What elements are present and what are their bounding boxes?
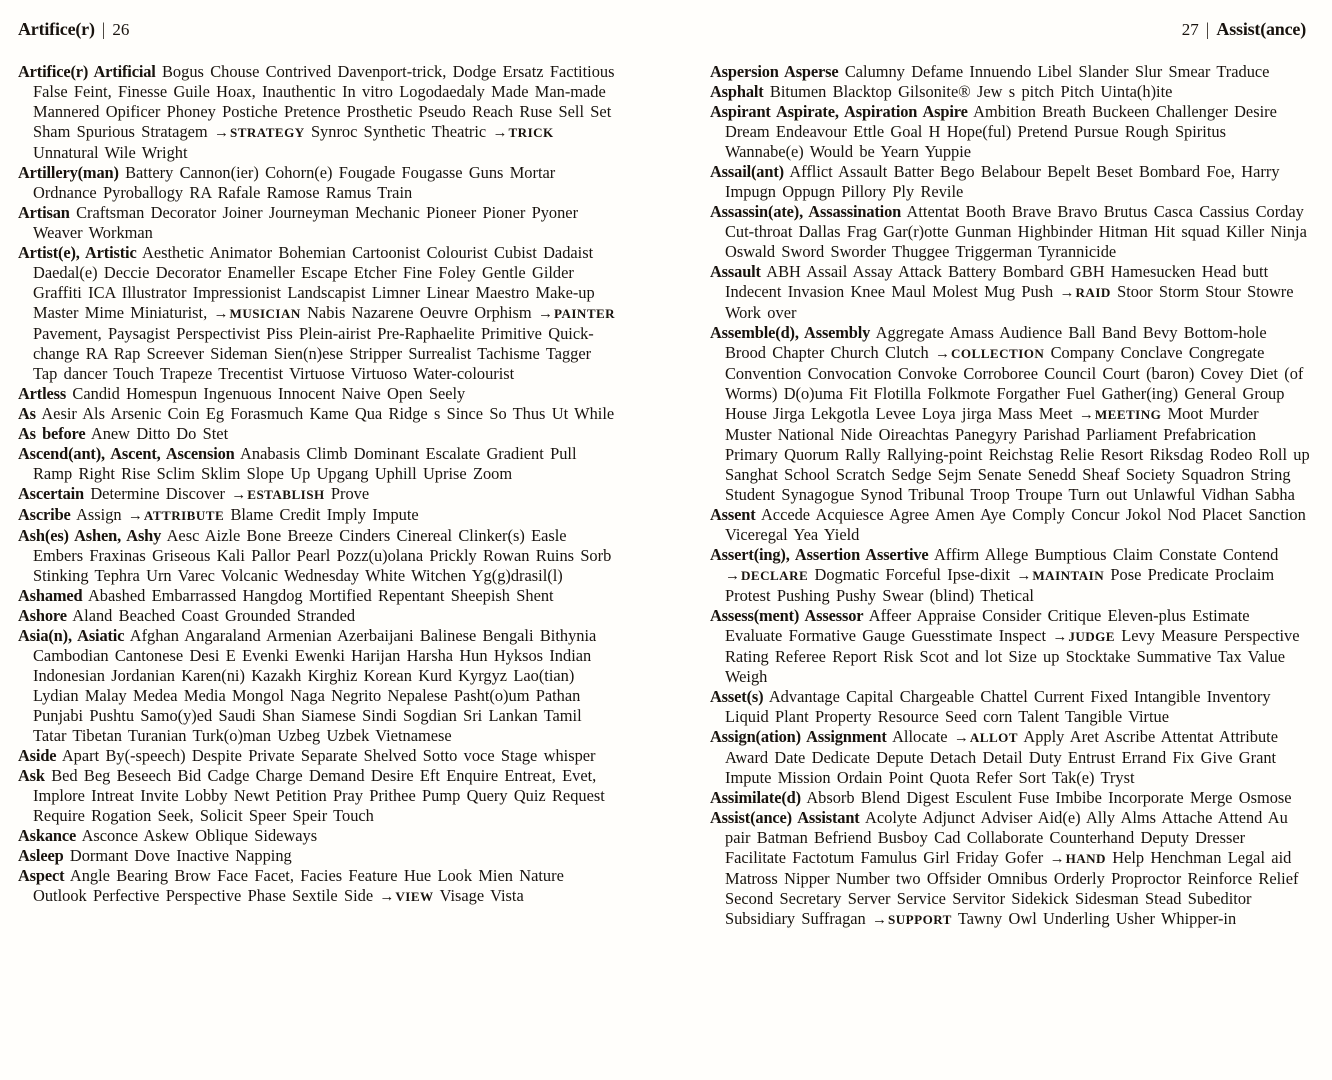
dictionary-entry: Assess(ment) Assessor Affeer Appraise Consider Critique Eleven-plus Estimate Evaluate Formative Gauge Guesstimate Inspect →JUDGE Levy Measure Perspective Rating Referee Report Risk Scot and lot Size up Stocktake Summative Tax Value Weigh (710, 606, 1300, 686)
entry-headword: Aside (18, 746, 57, 765)
dictionary-entry: Ascertain Determine Discover →ESTABLISH Prove (18, 484, 370, 503)
dictionary-entry: Assent Accede Acquiesce Agree Amen Aye Comply Concur Jokol Nod Placet Sanction Viceregal Yea Yield (710, 505, 1306, 544)
running-head-left (18, 18, 129, 41)
dictionary-entry: Artisan Craftsman Decorator Joiner Journeyman Mechanic Pioneer Pioner Pyoner Weaver Workman (18, 203, 579, 242)
arrow-right-icon: → (1052, 629, 1068, 645)
dictionary-entry: As before Anew Ditto Do Stet (18, 424, 229, 443)
dictionary-entry: Assemble(d), Assembly Aggregate Amass Audience Ball Band Bevy Bottom-hole Brood Chapter Church Clutch →COLLECTION Company Conclave Congregate Convention Convocation Convoke Corroboree Council Court (baron) Covey Diet (of Worms) D(o)uma Fit Flotilla Folkmote Forgather Fuel Gather(ing) General Group House Jirga Lekgotla Levee Loya jirga Mass Meet →MEETING Moot Murder Muster National Nide Oireachtas Panegyry Parishad Parliament Prefabrication Primary Quorum Rally Rallying-point Reichstag Relie Resort Riksdag Rodeo Roll up Sanghat School Scratch Sedge Sejm Senate Senedd Sheaf Society Squadron String Student Synagogue Synod Tribunal Troop Troupe Turn out Unlawful Vidhan Sabha (710, 323, 1310, 504)
entry-headword: Artillery(man) (18, 163, 119, 182)
dictionary-entry: Ascribe Assign →ATTRIBUTE Blame Credit Imply Impute (18, 505, 419, 524)
dictionary-entry: Artillery(man) Battery Cannon(ier) Cohorn(e) Fougade Fougasse Guns Mortar Ordnance Pyroballogy RA Rafale Ramose Ramus Train (18, 163, 556, 202)
entry-headword: As before (18, 424, 86, 443)
entry-headword: Ascribe (18, 505, 71, 524)
entry-headword: Aspect (18, 866, 65, 885)
page-number-left: 26 (112, 20, 130, 39)
cross-reference (725, 565, 808, 584)
dictionary-entry: Askance Asconce Askew Oblique Sideways (18, 826, 318, 845)
dictionary-entry: Assert(ing), Assertion Assertive Affirm Allege Bumptious Claim Constate Contend →DECLARE Dogmatic Forceful Ipse-dixit →MAINTAIN Pose Predicate Proclaim Protest Pushing Pushy Swear (blind) Thetical (710, 545, 1279, 605)
entry-headword: Assent (710, 505, 756, 524)
cross-reference (379, 886, 433, 905)
dictionary-entry: Assimilate(d) Absorb Blend Digest Esculent Fuse Imbibe Incorporate Merge Osmose (710, 788, 1292, 807)
entry-headword: As (18, 404, 36, 423)
entry-headword: Asleep (18, 846, 64, 865)
dictionary-entry: As Aesir Als Arsenic Coin Eg Forasmuch Kame Qua Ridge s Since So Thus Ut While (18, 404, 615, 423)
dictionary-entry: Aspirant Aspirate, Aspiration Aspire Ambition Breath Buckeen Challenger Desire Dream Endeavour Ettle Goal H Hope(ful) Pretend Pursue Rough Spiritus Wannabe(e) Would be Yearn Yuppie (710, 102, 1277, 161)
entry-headword: Askance (18, 826, 77, 845)
entry-headword: Asia(n), Asiatic (18, 626, 125, 645)
entry-headword: Assemble(d), Assembly (710, 323, 871, 342)
cross-reference-word: DECLARE (741, 568, 809, 583)
cross-reference (231, 484, 324, 503)
cross-reference (214, 122, 305, 141)
arrow-right-icon: → (379, 889, 395, 905)
arrow-right-icon: → (1059, 285, 1075, 301)
cross-reference (538, 303, 615, 322)
cross-reference-word: ALLOT (969, 730, 1018, 745)
page-number-right: 27 (1181, 20, 1199, 39)
entry-headword: Assign(ation) Assignment (710, 727, 887, 746)
arrow-right-icon: → (213, 306, 229, 322)
entry-headword: Ashore (18, 606, 67, 625)
entry-headword: Ascertain (18, 484, 85, 503)
dictionary-entry: Aside Apart By(-speech) Despite Private Separate Shelved Sotto voce Stage whisper (18, 746, 596, 765)
dictionary-entry: Assail(ant) Afflict Assault Batter Bego Belabour Bepelt Beset Bombard Foe, Harry Impugn Oppugn Pillory Ply Revile (710, 162, 1280, 201)
dictionary-entry: Assassin(ate), Assassination Attentat Booth Brave Bravo Brutus Casca Cassius Corday Cut-throat Dallas Frag Gar(r)otte Gunman Highbinder Hitman Hit squad Killer Ninja Oswald Sword Sworder Thuggee Triggerman Tyrannicide (710, 202, 1307, 261)
cross-reference-word: VIEW (395, 889, 434, 904)
entry-headword: Assail(ant) (710, 162, 784, 181)
cross-reference (128, 505, 224, 524)
cross-reference (1079, 404, 1161, 423)
dictionary-entry: Ashore Aland Beached Coast Grounded Stranded (18, 606, 356, 625)
cross-reference-word: HAND (1065, 851, 1106, 866)
cross-reference-word: MUSICIAN (229, 306, 301, 321)
dictionary-entry: Artist(e), Artistic Aesthetic Animator Bohemian Cartoonist Colourist Cubist Dadaist Daedal(e) Deccie Decorator Enameller Escape Etcher Fine Foley Gentle Gilder Graffiti ICA Illustrator Impressionist Landscapist Limner Linear Maestro Make-up Master Mime Miniaturist, →MUSICIAN Nabis Nazarene Oeuvre Orphism →PAINTER Pavement, Paysagist Perspectivist Piss Plein-airist Pre-Raphaelite Primitive Quick-change RA Rap Screever Sideman Sien(n)ese Stripper Surrealist Tachisme Tagger Tap dancer Touch Trapeze Trecentist Virtuose Virtuoso Water-colourist (18, 243, 616, 383)
dictionary-entry: Asleep Dormant Dove Inactive Napping (18, 846, 292, 865)
dictionary-entry: Ashamed Abashed Embarrassed Hangdog Mortified Repentant Sheepish Shent (18, 586, 554, 605)
header-separator-right: | (1205, 19, 1210, 39)
entry-headword: Assimilate(d) (710, 788, 801, 807)
entry-headword: Artisan (18, 203, 70, 222)
arrow-right-icon: → (127, 508, 143, 524)
cross-reference (872, 909, 952, 928)
cross-reference (1052, 626, 1115, 645)
entry-headword: Ascend(ant), Ascent, Ascension (18, 444, 235, 463)
two-column-text-block (0, 41, 1332, 930)
arrow-right-icon: → (1016, 568, 1032, 584)
cross-reference (214, 303, 301, 322)
dictionary-entry: Asphalt Bitumen Blacktop Gilsonite® Jew s pitch Pitch Uinta(h)ite (710, 82, 1173, 101)
arrow-right-icon: → (872, 912, 888, 928)
entry-headword: Artifice(r) Artificial (18, 62, 156, 81)
entry-headword: Asset(s) (710, 687, 764, 706)
arrow-right-icon: → (953, 730, 969, 746)
dictionary-entry: Artless Candid Homespun Ingenuous Innocent Naive Open Seely (18, 384, 466, 403)
page-header (0, 0, 1332, 41)
entry-headword: Ashamed (18, 586, 83, 605)
running-head-right (1182, 18, 1306, 41)
arrow-right-icon: → (935, 346, 951, 362)
dictionary-entry: Ash(es) Ashen, Ashy Aesc Aizle Bone Breeze Cinders Cinereal Clinker(s) Easle Embers Fraxinas Griseous Kali Pallor Pearl Pozz(u)olana Prickly Rowan Ruins Sorb Stinking Tephra Urn Varec Volcanic Wednesday White Witchen Yg(g)drasil(l) (18, 526, 612, 585)
cross-reference (492, 122, 553, 141)
entry-headword: Aspersion Asperse (710, 62, 839, 81)
dictionary-entry: Artifice(r) Artificial Bogus Chouse Contrived Davenport-trick, Dodge Ersatz Factitious False Feint, Finesse Guile Hoax, Inauthentic In vitro Logodaedaly Made Man-made Mannered Opificer Phoney Postiche Pretence Prosthetic Pseudo Reach Ruse Sell Set Sham Spurious Stratagem →STRATEGY Synroc Synthetic Theatric →TRICK Unnatural Wile Wright (18, 62, 615, 162)
arrow-right-icon: → (537, 306, 553, 322)
cross-reference (935, 343, 1044, 362)
entry-headword: Assassin(ate), Assassination (710, 202, 902, 221)
arrow-right-icon: → (1049, 851, 1065, 867)
cross-reference-word: JUDGE (1068, 629, 1115, 644)
cross-reference-word: MAINTAIN (1032, 568, 1105, 583)
cross-reference-word: PAINTER (553, 306, 616, 321)
cross-reference (1016, 565, 1104, 584)
cross-reference-word: ATTRIBUTE (143, 508, 225, 523)
cross-reference-word: TRICK (508, 125, 554, 140)
entry-headword: Asphalt (710, 82, 764, 101)
dictionary-entry: Ascend(ant), Ascent, Ascension Anabasis Climb Dominant Escalate Gradient Pull Ramp Right Rise Sclim Sklim Slope Up Upgang Uphill Uprise Zoom (18, 444, 577, 483)
cross-reference-word: SUPPORT (888, 912, 952, 927)
entry-headword: Ask (18, 766, 45, 785)
dictionary-column-right (710, 62, 1310, 930)
cross-reference-word: ESTABLISH (247, 487, 325, 502)
dictionary-entry: Asset(s) Advantage Capital Chargeable Chattel Current Fixed Intangible Inventory Liquid Plant Property Resource Seed corn Talent Tangible Virtue (710, 687, 1271, 726)
entry-headword: Ash(es) Ashen, Ashy (18, 526, 162, 545)
dictionary-column-left (18, 62, 618, 930)
entry-headword: Assess(ment) Assessor (710, 606, 864, 625)
header-separator-left: | (101, 19, 106, 39)
dictionary-entry: Assist(ance) Assistant Acolyte Adjunct Adviser Aid(e) Ally Alms Attache Attend Au pair Batman Befriend Busboy Cad Collaborate Counterhand Deputy Dresser Facilitate Factotum Famulus Girl Friday Gofer →HAND Help Henchman Legal aid Matross Nipper Number two Offsider Omnibus Orderly Proproctor Reinforce Relief Second Secretary Server Service Servitor Sidekick Sidesman Stead Subeditor Subsidiary Suffragan →SUPPORT Tawny Owl Underling Usher Whipper-in (710, 808, 1299, 928)
arrow-right-icon: → (492, 125, 508, 141)
dictionary-entry: Aspersion Asperse Calumny Defame Innuendo Libel Slander Slur Smear Traduce (710, 62, 1270, 81)
guide-word-right: Assist(ance) (1216, 19, 1306, 39)
dictionary-entry: Assault ABH Assail Assay Attack Battery Bombard GBH Hamesucken Head butt Indecent Invasion Knee Maul Molest Mug Push →RAID Stoor Storm Stour Stowre Work over (710, 262, 1294, 322)
entry-headword: Artist(e), Artistic (18, 243, 137, 262)
entry-headword: Assert(ing), Assertion Assertive (710, 545, 929, 564)
arrow-right-icon: → (231, 487, 247, 503)
cross-reference-word: STRATEGY (229, 125, 305, 140)
arrow-right-icon: → (1078, 407, 1094, 423)
dictionary-entry: Asia(n), Asiatic Afghan Angaraland Armenian Azerbaijani Balinese Bengali Bithynia Cambodian Cantonese Desi E Evenki Ewenki Harijan Harsha Hun Hyksos Indian Indonesian Jordanian Karen(ni) Kazakh Kirghiz Korean Kurd Kyrgyz Lao(tian) Lydian Malay Medea Media Mongol Naga Negrito Nepalese Pasht(o)um Pathan Punjabi Pushtu Samo(y)ed Saudi Shan Siamese Sindi Sogdian Sri Lankan Tamil Tatar Tibetan Turanian Turk(o)man Uzbeg Uzbek Vietnamese (18, 626, 597, 745)
arrow-right-icon: → (213, 125, 229, 141)
dictionary-entry: Ask Bed Beg Beseech Bid Cadge Charge Demand Desire Eft Enquire Entreat, Evet, Implore Intreat Invite Lobby Newt Petition Pray Prithee Pump Query Quiz Request Require Rogation Seek, Solicit Speer Speir Touch (18, 766, 605, 825)
entry-headword: Assault (710, 262, 761, 281)
cross-reference (1050, 848, 1106, 867)
entry-headword: Aspirant Aspirate, Aspiration Aspire (710, 102, 968, 121)
entry-headword: Artless (18, 384, 67, 403)
cross-reference-word: RAID (1075, 285, 1111, 300)
guide-word-left: Artifice(r) (18, 19, 95, 39)
dictionary-entry: Aspect Angle Bearing Brow Face Facet, Facies Feature Hue Look Mien Nature Outlook Perfective Perspective Phase Sextile Side →VIEW Visage Vista (18, 866, 564, 905)
entry-headword: Assist(ance) Assistant (710, 808, 860, 827)
cross-reference-word: MEETING (1094, 407, 1162, 422)
cross-reference-word: COLLECTION (951, 346, 1045, 361)
dictionary-entry: Assign(ation) Assignment Allocate →ALLOT Apply Aret Ascribe Attentat Attribute Award Date Dedicate Depute Detach Detail Duty Entrust Errand Fix Give Grant Impute Mission Ordain Point Quota Refer Sort Tak(e) Tryst (710, 727, 1278, 787)
arrow-right-icon: → (725, 568, 740, 584)
cross-reference (954, 727, 1018, 746)
cross-reference (1060, 282, 1111, 301)
